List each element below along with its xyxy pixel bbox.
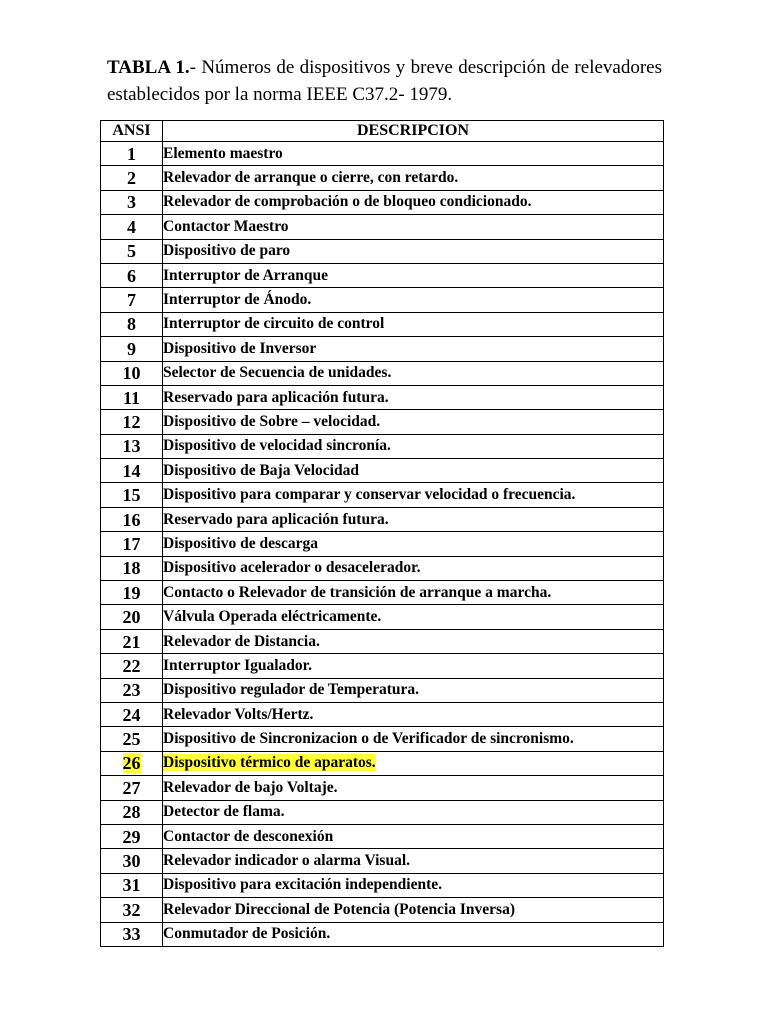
ansi-number-cell bbox=[101, 727, 163, 751]
device-description: Válvula Operada eléctricamente. bbox=[163, 608, 382, 626]
ansi-number: 28 bbox=[122, 802, 141, 823]
ansi-number: 8 bbox=[127, 314, 136, 335]
ansi-number-cell bbox=[101, 239, 163, 263]
ansi-number-cell bbox=[101, 507, 163, 531]
table-row bbox=[101, 678, 664, 702]
table-row bbox=[101, 288, 664, 312]
device-description: Dispositivo para comparar y conservar velocidad o frecuencia. bbox=[163, 486, 576, 504]
ansi-number-cell bbox=[101, 166, 163, 190]
description-cell bbox=[163, 361, 664, 385]
table-row bbox=[101, 507, 664, 531]
table-row bbox=[101, 532, 664, 556]
table-row bbox=[101, 312, 664, 336]
ansi-number: 10 bbox=[122, 363, 141, 384]
ansi-number: 22 bbox=[122, 655, 141, 676]
device-description: Contactor de desconexión bbox=[163, 827, 334, 845]
device-description: Interruptor de Ánodo. bbox=[163, 291, 312, 309]
ansi-number-cell bbox=[101, 654, 163, 678]
ansi-number-cell bbox=[101, 312, 163, 336]
device-description: Selector de Secuencia de unidades. bbox=[163, 364, 392, 382]
table-row bbox=[101, 142, 664, 166]
description-cell bbox=[163, 776, 664, 800]
device-description: Conmutador de Posición. bbox=[163, 925, 331, 943]
ansi-number: 5 bbox=[127, 241, 136, 262]
description-column-header: DESCRIPCION bbox=[163, 121, 664, 142]
description-cell bbox=[163, 629, 664, 653]
device-description: Interruptor de Arranque bbox=[163, 266, 329, 284]
device-description: Dispositivo regulador de Temperatura. bbox=[163, 681, 420, 699]
description-cell bbox=[163, 727, 664, 751]
description-cell bbox=[163, 751, 664, 775]
table-row bbox=[101, 166, 664, 190]
ansi-number-cell bbox=[101, 629, 163, 653]
ansi-number: 23 bbox=[122, 680, 141, 701]
ansi-number: 26 bbox=[122, 753, 141, 774]
description-cell bbox=[163, 190, 664, 214]
description-cell bbox=[163, 410, 664, 434]
description-cell bbox=[163, 263, 664, 287]
ansi-number: 33 bbox=[122, 924, 141, 945]
device-description: Contacto o Relevador de transición de arranque a marcha. bbox=[163, 583, 552, 601]
description-cell bbox=[163, 312, 664, 336]
ansi-number: 13 bbox=[122, 436, 141, 457]
ansi-number: 20 bbox=[122, 607, 141, 628]
table-row bbox=[101, 459, 664, 483]
description-cell bbox=[163, 556, 664, 580]
table-row bbox=[101, 361, 664, 385]
ansi-number: 11 bbox=[122, 387, 140, 408]
table-row bbox=[101, 215, 664, 239]
ansi-number-cell bbox=[101, 385, 163, 409]
description-cell bbox=[163, 434, 664, 458]
ansi-number-cell bbox=[101, 898, 163, 922]
table-row bbox=[101, 922, 664, 946]
table-row bbox=[101, 800, 664, 824]
ansi-number-cell bbox=[101, 605, 163, 629]
table-row bbox=[101, 629, 664, 653]
table-caption bbox=[107, 54, 662, 108]
device-description: Relevador de arranque o cierre, con retardo. bbox=[163, 169, 459, 187]
ansi-number-cell bbox=[101, 922, 163, 946]
description-cell bbox=[163, 654, 664, 678]
device-description: Dispositivo de Sincronizacion o de Verificador de sincronismo. bbox=[163, 730, 574, 748]
table-row bbox=[101, 263, 664, 287]
table-row bbox=[101, 605, 664, 629]
ansi-number-cell bbox=[101, 434, 163, 458]
ansi-number-cell bbox=[101, 288, 163, 312]
ansi-number-cell bbox=[101, 263, 163, 287]
ansi-number-cell bbox=[101, 873, 163, 897]
ansi-number: 14 bbox=[122, 460, 141, 481]
ansi-number-cell bbox=[101, 556, 163, 580]
ansi-number: 27 bbox=[122, 777, 141, 798]
description-cell bbox=[163, 239, 664, 263]
ansi-number: 3 bbox=[127, 192, 136, 213]
ansi-number-cell bbox=[101, 751, 163, 775]
ansi-number: 2 bbox=[127, 168, 136, 189]
description-cell bbox=[163, 800, 664, 824]
description-cell bbox=[163, 483, 664, 507]
description-cell bbox=[163, 702, 664, 726]
table-row bbox=[101, 873, 664, 897]
ansi-column-header: ANSI bbox=[101, 121, 163, 142]
ansi-number: 30 bbox=[122, 851, 141, 872]
description-cell bbox=[163, 288, 664, 312]
description-cell bbox=[163, 337, 664, 361]
table-row bbox=[101, 702, 664, 726]
description-cell bbox=[163, 215, 664, 239]
table-row bbox=[101, 556, 664, 580]
ansi-number: 21 bbox=[122, 631, 141, 652]
ansi-number: 16 bbox=[122, 509, 141, 530]
ansi-number-cell bbox=[101, 459, 163, 483]
ansi-number: 6 bbox=[127, 265, 136, 286]
ansi-number: 17 bbox=[122, 533, 141, 554]
description-cell bbox=[163, 605, 664, 629]
ansi-number: 7 bbox=[127, 290, 136, 311]
device-description: Interruptor de circuito de control bbox=[163, 315, 385, 333]
ansi-number: 25 bbox=[122, 729, 141, 750]
table-row bbox=[101, 410, 664, 434]
device-description: Elemento maestro bbox=[163, 144, 283, 162]
description-cell bbox=[163, 824, 664, 848]
description-cell bbox=[163, 873, 664, 897]
ansi-number-cell bbox=[101, 678, 163, 702]
ansi-number-cell bbox=[101, 776, 163, 800]
device-description: Dispositivo de velocidad sincronía. bbox=[163, 437, 391, 455]
description-cell bbox=[163, 898, 664, 922]
caption-label: TABLA 1. bbox=[107, 57, 190, 78]
ansi-number: 31 bbox=[122, 875, 141, 896]
device-description: Dispositivo de Baja Velocidad bbox=[163, 461, 359, 479]
ansi-number: 29 bbox=[122, 826, 141, 847]
table-header-row bbox=[101, 121, 664, 142]
ansi-number-cell bbox=[101, 215, 163, 239]
device-description: Reservado para aplicación futura. bbox=[163, 388, 389, 406]
device-description: Dispositivo térmico de aparatos. bbox=[163, 754, 376, 772]
description-cell bbox=[163, 849, 664, 873]
description-cell bbox=[163, 459, 664, 483]
table-row-highlighted bbox=[101, 751, 664, 775]
ansi-number: 1 bbox=[127, 143, 136, 164]
table-row bbox=[101, 434, 664, 458]
table-row bbox=[101, 483, 664, 507]
ansi-number-cell bbox=[101, 800, 163, 824]
ansi-number-cell bbox=[101, 581, 163, 605]
table-row bbox=[101, 581, 664, 605]
device-description: Dispositivo de Sobre – velocidad. bbox=[163, 412, 381, 430]
ansi-number: 15 bbox=[122, 485, 141, 506]
ansi-number: 32 bbox=[122, 899, 141, 920]
ansi-number: 12 bbox=[122, 411, 141, 432]
ansi-number-cell bbox=[101, 337, 163, 361]
ansi-number-cell bbox=[101, 702, 163, 726]
device-description: Dispositivo para excitación independiente. bbox=[163, 876, 443, 894]
description-cell bbox=[163, 532, 664, 556]
device-description: Relevador de Distancia. bbox=[163, 632, 320, 650]
table-row bbox=[101, 849, 664, 873]
table-row bbox=[101, 190, 664, 214]
ansi-number-cell bbox=[101, 849, 163, 873]
device-description: Contactor Maestro bbox=[163, 217, 289, 235]
ansi-number-cell bbox=[101, 142, 163, 166]
ansi-number-cell bbox=[101, 483, 163, 507]
ansi-number: 4 bbox=[127, 216, 136, 237]
ansi-number-cell bbox=[101, 361, 163, 385]
ansi-number: 9 bbox=[127, 338, 136, 359]
table-row bbox=[101, 239, 664, 263]
table-row bbox=[101, 824, 664, 848]
table-row bbox=[101, 776, 664, 800]
description-cell bbox=[163, 166, 664, 190]
ansi-number: 19 bbox=[122, 582, 141, 603]
description-cell bbox=[163, 385, 664, 409]
table-row bbox=[101, 898, 664, 922]
device-description: Relevador Direccional de Potencia (Potencia Inversa) bbox=[163, 900, 515, 918]
table-row bbox=[101, 727, 664, 751]
device-description: Dispositivo de descarga bbox=[163, 534, 318, 552]
ansi-number-cell bbox=[101, 190, 163, 214]
ansi-number: 18 bbox=[122, 558, 141, 579]
table-row bbox=[101, 337, 664, 361]
description-cell bbox=[163, 142, 664, 166]
table-body bbox=[101, 142, 664, 947]
ansi-number-cell bbox=[101, 532, 163, 556]
description-cell bbox=[163, 581, 664, 605]
description-cell bbox=[163, 922, 664, 946]
device-description: Relevador de comprobación o de bloqueo condicionado. bbox=[163, 193, 532, 211]
device-description: Relevador de bajo Voltaje. bbox=[163, 778, 338, 796]
device-description: Dispositivo de Inversor bbox=[163, 339, 317, 357]
device-description: Reservado para aplicación futura. bbox=[163, 510, 389, 528]
device-description: Relevador Volts/Hertz. bbox=[163, 705, 314, 723]
description-cell bbox=[163, 678, 664, 702]
description-cell bbox=[163, 507, 664, 531]
table-row bbox=[101, 385, 664, 409]
caption-text: - Números de dispositivos y breve descripción de relevadores establecidos por la norma IEEE C37.2- 1979. bbox=[107, 57, 662, 105]
device-description: Dispositivo acelerador o desacelerador. bbox=[163, 559, 421, 577]
devices-table bbox=[100, 120, 664, 947]
device-description: Detector de flama. bbox=[163, 803, 285, 821]
device-description: Dispositivo de paro bbox=[163, 242, 291, 260]
table-row bbox=[101, 654, 664, 678]
ansi-number-cell bbox=[101, 410, 163, 434]
ansi-number-cell bbox=[101, 824, 163, 848]
device-description: Interruptor Igualador. bbox=[163, 656, 312, 674]
ansi-number: 24 bbox=[122, 704, 141, 725]
device-description: Relevador indicador o alarma Visual. bbox=[163, 852, 411, 870]
